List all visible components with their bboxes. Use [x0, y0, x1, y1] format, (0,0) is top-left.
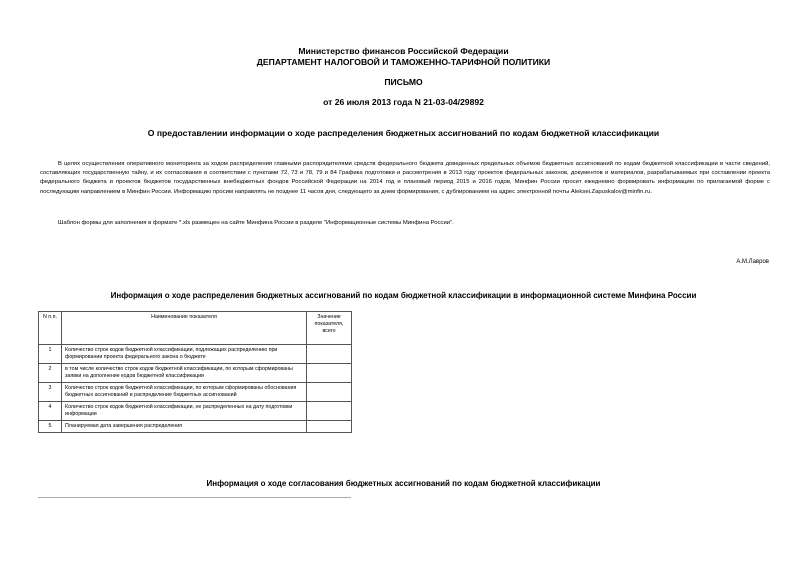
header-name: Наименование показателя [62, 312, 307, 345]
ministry-name: Министерство финансов Российской Федерации [298, 46, 509, 56]
row-num: 4 [39, 402, 62, 421]
row-num: 5 [39, 421, 62, 433]
row-num: 2 [39, 364, 62, 383]
table-row [39, 421, 352, 433]
row-name: Планируемая дата завершения распределения [62, 421, 307, 433]
document-date-number: от 26 июля 2013 года N 21-03-04/29892 [323, 97, 484, 107]
row-num: 3 [39, 383, 62, 402]
row-value [307, 383, 352, 402]
table-row [39, 402, 352, 421]
signature: А.М.Лавров [736, 259, 769, 265]
section1-title: Информация о ходе распределения бюджетных ассигнований по кодам бюджетной классификации в информационной системе Минфина России [110, 291, 697, 300]
row-value [307, 421, 352, 433]
section2-title: Информация о ходе согласования бюджетных ассигнований по кодам бюджетной классификации [206, 479, 601, 488]
document-type: ПИСЬМО [384, 77, 423, 87]
table-row [39, 345, 352, 364]
table-row [39, 383, 352, 402]
row-name: Количество строк кодов бюджетной классификации, не распределенных на дату подготовки информации [62, 402, 307, 421]
row-value [307, 402, 352, 421]
header-num: N п.п. [39, 312, 62, 345]
header-value: Значение показателя, всего [307, 312, 352, 345]
row-name: Количество строк кодов бюджетной классификации, по которым сформированы обоснования бюджетных ассигнований и распределение бюджетных ассигнований [62, 383, 307, 402]
body-paragraph-2: Шаблон формы для заполнения в формате *.xls размещен на сайте Минфина России в разделе "Информационные системы Минфина России". [58, 220, 454, 226]
department-name: ДЕПАРТАМЕНТ НАЛОГОВОЙ И ТАМОЖЕННО-ТАРИФНОЙ ПОЛИТИКИ [256, 57, 551, 67]
row-value [307, 364, 352, 383]
table-header-row [39, 312, 352, 345]
divider [38, 497, 351, 498]
info-table [38, 311, 352, 433]
row-name: в том числе количество строк кодов бюджетной классификации, по которым сформированы заявки на дополнение кодов бюджетной классификации [62, 364, 307, 383]
table-row [39, 364, 352, 383]
row-name: Количество строк кодов бюджетной классификации, подлежащих распределению при формировании проекта федерального закона о бюджете [62, 345, 307, 364]
row-num: 1 [39, 345, 62, 364]
document-subject: О предоставлении информации о ходе распределения бюджетных ассигнований по кодам бюджетной классификации [147, 128, 660, 138]
row-value [307, 345, 352, 364]
body-paragraph-1: В целях осуществления оперативного мониторинга за ходом распределения главными распорядителями средств федерального бюджета доведенных предельных объемов бюджетных ассигнований по кодам бюджетной классификации в части сведений, составляющих государственную тайну, и их согласования в соответствии с пунктами 72, 73 и 78, 79 и 84 Графика подготовки и рассмотрения в 2013 году проектов федеральных законов, документов и материалов, разрабатываемых при составлении проекта федерального бюджета и проектов бюджетов государственных внебюджетных фондов Российской Федерации на 2014 год и плановый период 2015 и 2016 годов, Минфин России просит ежедневно формировать информацию по прилагаемой форме с последующим направлением в Минфин России. Информацию просим направлять не позднее 11 часов дня, следующего за днем формирования, с дублированием на адрес электронной почты Aleksei.Zapuskalov@minfin.ru. [40, 161, 770, 195]
